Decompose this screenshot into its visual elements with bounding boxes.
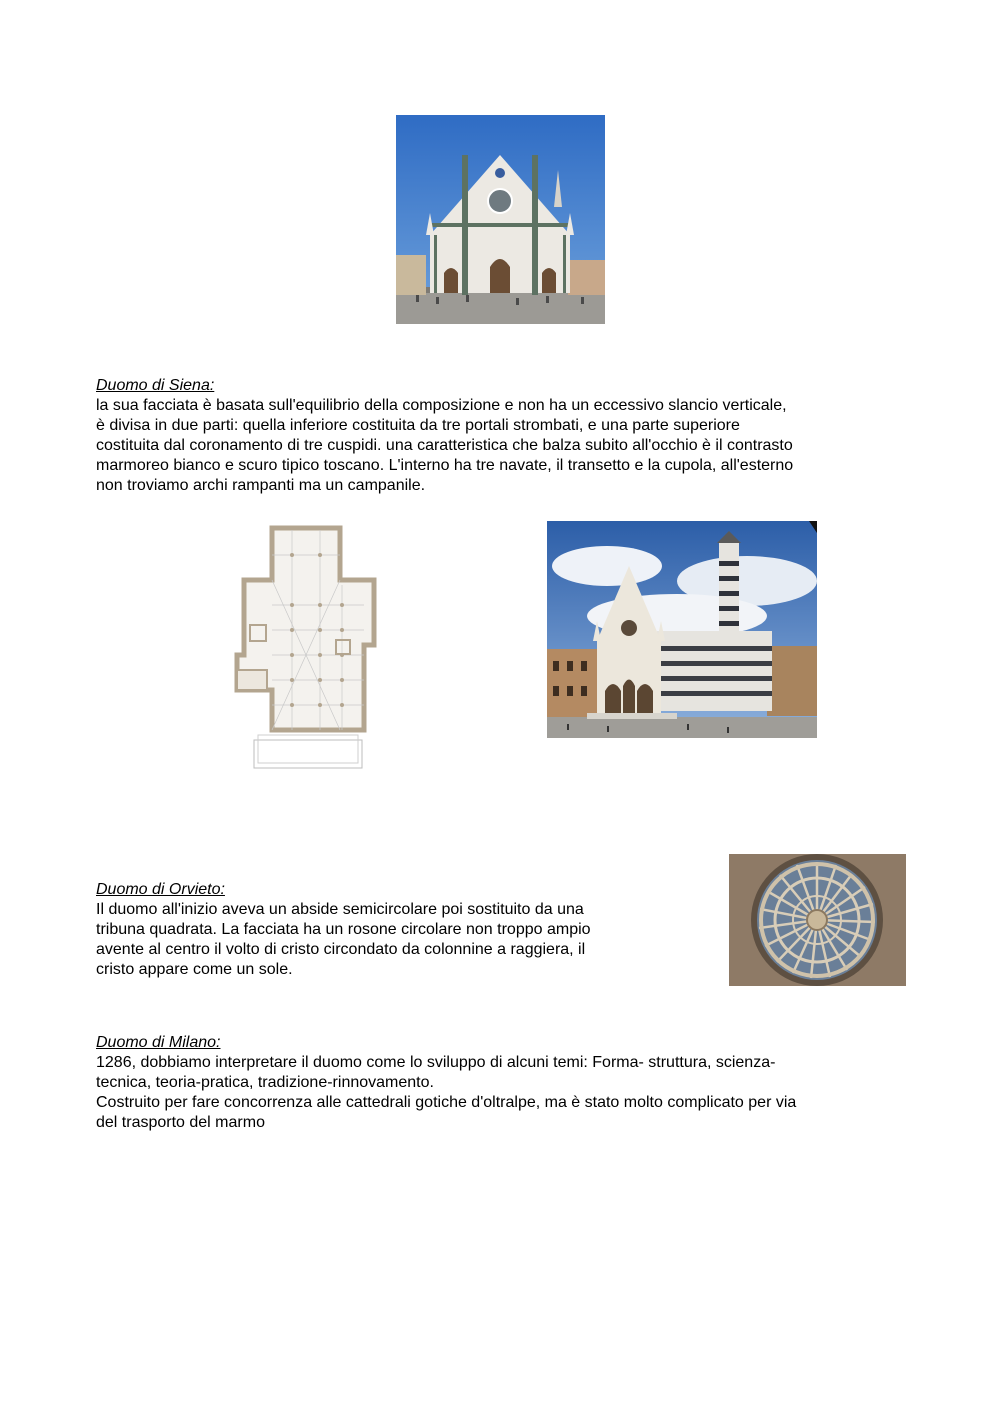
text-line: tribuna quadrata. La facciata ha un rosone circolare non troppo ampio	[96, 921, 591, 938]
paragraph-duomo-siena	[96, 396, 793, 496]
heading-duomo-orvieto: Duomo di Orvieto:	[96, 881, 225, 898]
text-line: Costruito per fare concorrenza alle cattedrali gotiche d'oltralpe, ma è stato molto complicato per via	[96, 1094, 797, 1111]
paragraph-duomo-orvieto	[96, 900, 591, 980]
floor-plan-siena	[232, 525, 377, 770]
text-line: del trasporto del marmo	[96, 1114, 265, 1131]
text-line: è divisa in due parti: quella inferiore costituita da tre portali strombati, e una parte superiore	[96, 417, 740, 434]
text-line: la sua facciata è basata sull'equilibrio della composizione e non ha un eccessivo slancio verticale,	[96, 397, 787, 414]
text-line: 1286, dobbiamo interpretare il duomo come lo sviluppo di alcuni temi: Forma- struttura, scienza-	[96, 1054, 776, 1071]
photo-duomo-siena	[547, 521, 817, 738]
photo-santa-croce	[396, 115, 605, 324]
text-line: Il duomo all'inizio aveva un abside semicircolare poi sostituito da una	[96, 901, 584, 918]
text-line: avente al centro il volto di cristo circondato da colonnine a raggiera, il	[96, 941, 586, 958]
heading-duomo-siena: Duomo di Siena:	[96, 377, 215, 394]
text-line: costituita dal coronamento di tre cuspidi. una caratteristica che balza subito all'occhio è il contrasto	[96, 437, 793, 454]
text-line: non troviamo archi rampanti ma un campanile.	[96, 477, 426, 494]
heading-duomo-milano: Duomo di Milano:	[96, 1034, 221, 1051]
text-line: tecnica, teoria-pratica, tradizione-rinnovamento.	[96, 1074, 434, 1091]
text-line: cristo appare come un sole.	[96, 961, 293, 978]
paragraph-duomo-milano	[96, 1053, 796, 1133]
text-line: marmoreo bianco e scuro tipico toscano. L'interno ha tre navate, il transetto e la cupola, all'esterno	[96, 457, 794, 474]
photo-rosone-orvieto	[729, 854, 906, 986]
